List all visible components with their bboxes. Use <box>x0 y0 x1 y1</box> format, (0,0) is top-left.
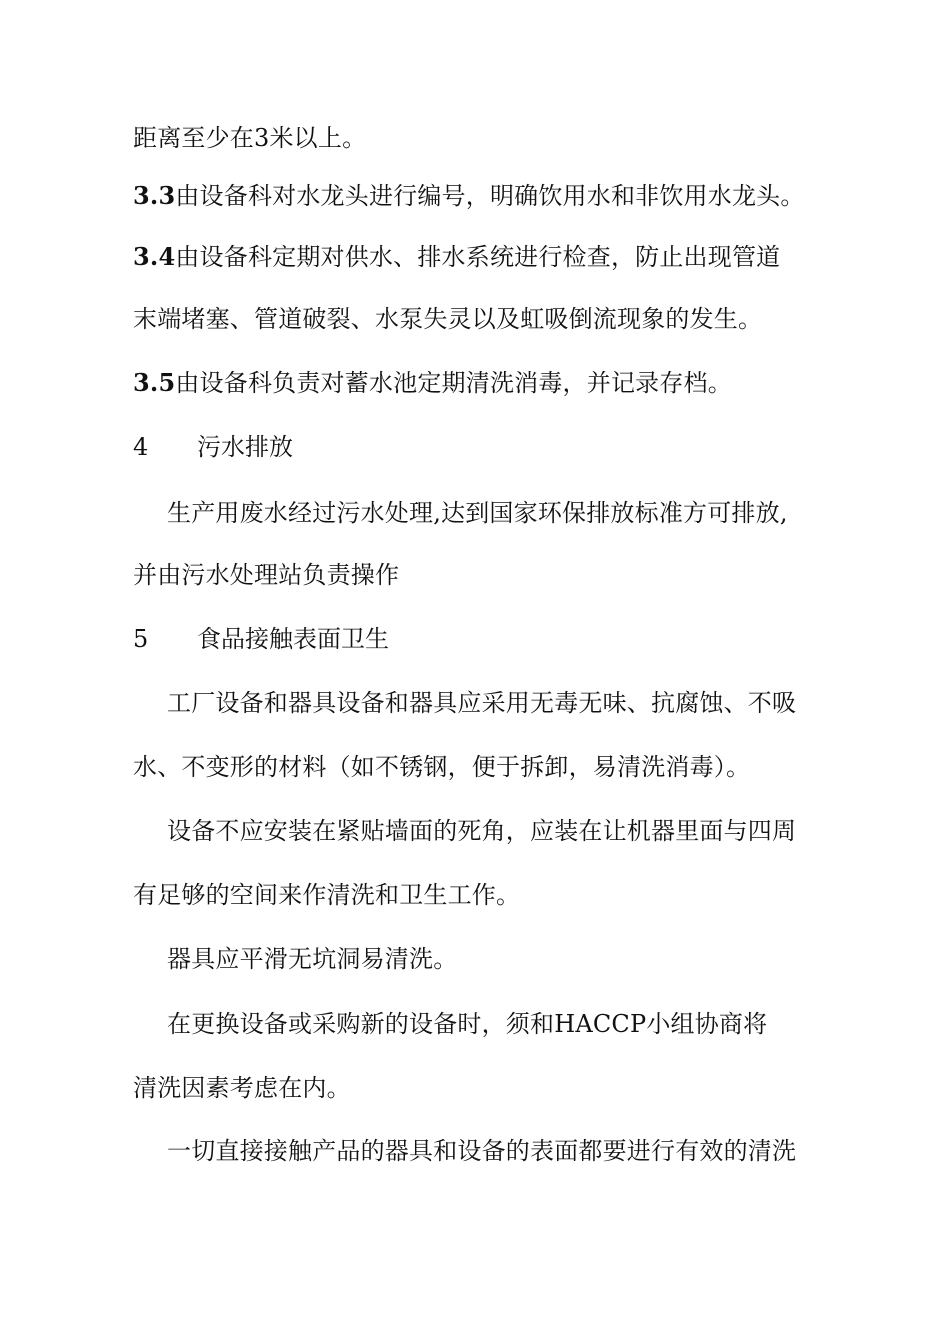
paragraph-line: 生产用废水经过污水处理,达到国家环保排放标准方可排放, <box>167 499 788 527</box>
paragraph-line: 设备不应安装在紧贴墙面的死角，应装在让机器里面与四周 <box>167 817 797 845</box>
paragraph-line: 有足够的空间来作清洗和卫生工作。 <box>133 881 521 909</box>
section-title: 污水排放 <box>197 433 293 461</box>
item-3-4 <box>133 241 780 273</box>
text-line: 距离至少在3米以上。 <box>133 124 367 152</box>
paragraph-line: 并由污水处理站负责操作 <box>133 561 400 589</box>
item-number: 3.3 <box>133 181 176 210</box>
item-number: 3.5 <box>133 368 176 397</box>
paragraph-line: 一切直接接触产品的器具和设备的表面都要进行有效的清洗 <box>167 1137 797 1165</box>
paragraph-line: 水、不变形的材料（如不锈钢，便于拆卸，易清洗消毒）。 <box>133 753 751 781</box>
section-number: 4 <box>133 433 149 461</box>
item-text: 由设备科对水龙头进行编号，明确饮用水和非饮用水龙头。 <box>175 182 805 210</box>
paragraph-line: 器具应平滑无坑洞易清洗。 <box>167 945 458 973</box>
paragraph-line: 清洗因素考虑在内。 <box>133 1074 351 1102</box>
item-3-5 <box>133 367 732 399</box>
section-number: 5 <box>133 625 149 653</box>
item-number: 3.4 <box>133 242 176 271</box>
item-text: 由设备科定期对供水、排水系统进行检查，防止出现管道 <box>175 243 781 271</box>
paragraph-line: 工厂设备和器具设备和器具应采用无毒无味、抗腐蚀、不吸 <box>167 689 797 717</box>
section-title: 食品接触表面卫生 <box>197 625 389 653</box>
item-text: 由设备科负责对蓄水池定期清洗消毒，并记录存档。 <box>175 369 732 397</box>
paragraph-line: 在更换设备或采购新的设备时，须和HACCP小组协商将 <box>167 1010 768 1038</box>
item-3-3 <box>133 180 805 212</box>
item-3-4-continuation: 末端堵塞、管道破裂、水泵失灵以及虹吸倒流现象的发生。 <box>133 305 763 333</box>
